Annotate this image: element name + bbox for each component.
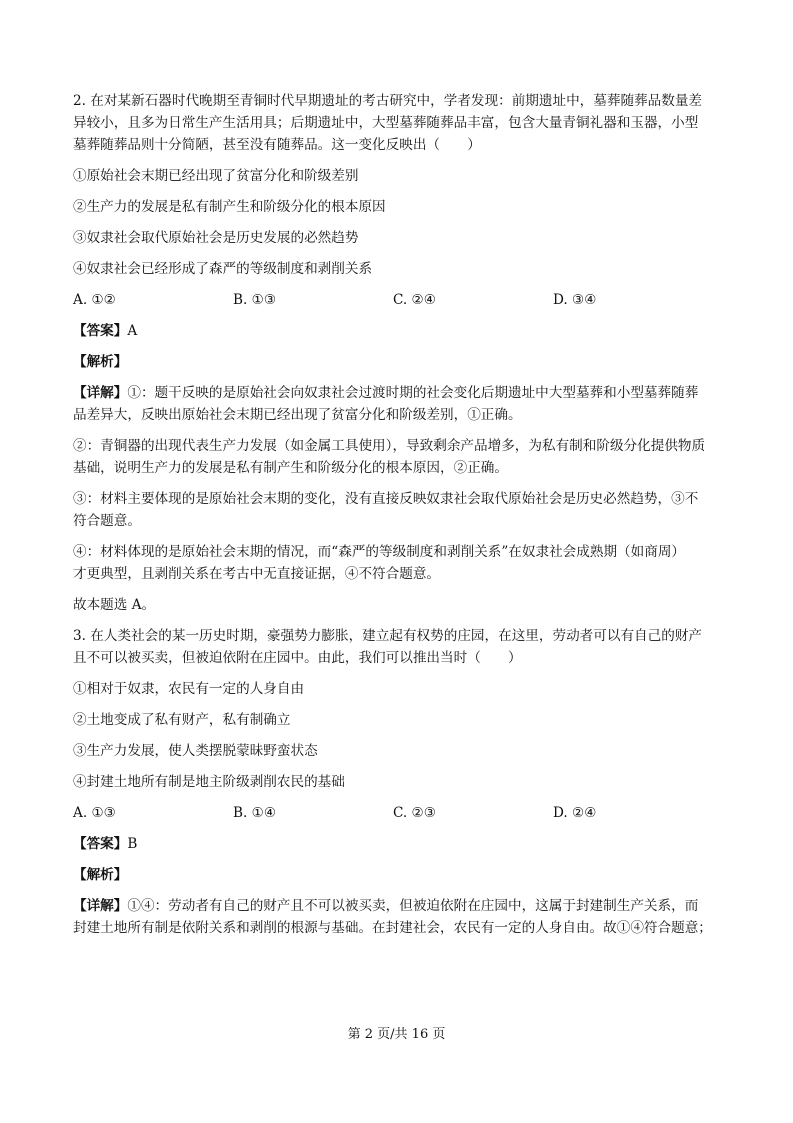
q3-options [73,802,723,824]
detail-label: 【详解】 [73,898,128,914]
q2-option-b: B. ①③ [233,292,277,308]
analysis-label: 【解析】 [73,354,128,370]
page-footer: 第 2 页/共 16 页 [347,1027,446,1042]
answer-label: 【答案】 [73,323,128,339]
q3-item-3: ③生产力发展，使人类摆脱蒙昧野蛮状态 [73,743,318,759]
q3-item-2: ②土地变成了私有财产，私有制确立 [73,712,291,728]
q2-item-2: ②生产力的发展是私有制产生和阶级分化的根本原因 [73,199,386,215]
q2-item-3: ③奴隶社会取代原始社会是历史发展的必然趋势 [73,230,359,246]
q2-analysis-label [73,351,723,373]
q2-detail-line: ④：材料体现的是原始社会末期的情况，而“森严的等级制度和剥削关系”在奴隶社会成熟期（如商周） [73,544,686,560]
document-body [73,90,723,948]
q3-detail-line [73,895,723,917]
q2-option-c: C. ②④ [393,292,436,308]
q2-stem-line: 2. 在对某新石器时代晚期至青铜时代早期遗址的考古研究中，学者发现：前期遗址中，墓葬随葬品数量差 [73,93,703,109]
detail-label: 【详解】 [73,385,128,401]
q2-detail-line: ②：青铜器的出现代表生产力发展（如金属工具使用），导致剩余产品增多，为私有制和阶级分化提供物质 [73,438,706,454]
q3-option-c: C. ②③ [393,805,436,821]
q2-conclusion: 故本题选 A。 [73,597,156,613]
q3-option-b: B. ①④ [233,805,277,821]
q3-stem-line: 3. 在人类社会的某一历史时期，豪强势力膨胀，建立起有权势的庄园，在这里，劳动者可以有自己的财产 [73,628,703,644]
q2-item-1: ①原始社会末期已经出现了贫富分化和阶级差别 [73,168,359,184]
q2-detail-line: 基础，说明生产力的发展是私有制产生和阶级分化的根本原因，②正确。 [73,460,508,476]
q2-item-4: ④奴隶社会已经形成了森严的等级制度和剥削关系 [73,261,373,277]
q3-option-d: D. ②④ [553,805,597,821]
answer-value: A [127,323,138,339]
q3-item-4: ④封建土地所有制是地主阶级剥削农民的基础 [73,774,345,790]
q2-stem-line: 异较小，且多为日常生产生活用具；后期遗址中，大型墓葬随葬品丰富，包含大量青铜礼器和玉器，小型 [73,115,699,131]
q2-option-a: A. ①② [73,292,116,308]
detail-text: ①④：劳动者有自己的财产且不可以被买卖，但被迫依附在庄园中，这属于封建制生产关系，而 [127,898,699,914]
q3-item-1: ①相对于奴隶，农民有一定的人身自由 [73,681,305,697]
detail-text: ①：题干反映的是原始社会向奴隶社会过渡时期的社会变化后期遗址中大型墓葬和小型墓葬随葬 [127,385,699,401]
q3-answer [73,833,723,855]
q3-option-a: A. ①③ [73,805,116,821]
q2-detail-line [73,382,723,404]
answer-label: 【答案】 [73,836,128,852]
q3-detail-line: 封建土地所有制是依附关系和剥削的根源与基础。在封建社会，农民有一定的人身自由。故①④符合题意； [73,920,712,936]
q2-options [73,289,723,311]
q2-answer [73,320,723,342]
q2-detail-line: 符合题意。 [73,513,141,529]
q2-stem-line: 墓葬随葬品则十分简陋，甚至没有随葬品。这一变化反映出（ ） [73,137,481,153]
q2-detail-line: 才更典型，且剥削关系在考古中无直接证据，④不符合题意。 [73,566,441,582]
q2-detail-line: ③：材料主要体现的是原始社会末期的变化，没有直接反映奴隶社会取代原始社会是历史必然趋势，③不 [73,491,699,507]
q3-analysis-label [73,864,723,886]
q3-stem-line: 且不可以被买卖，但被迫依附在庄园中。由此，我们可以推出当时（ ） [73,650,522,666]
q2-option-d: D. ③④ [553,292,597,308]
analysis-label: 【解析】 [73,867,128,883]
q2-detail-line: 品差异大，反映出原始社会末期已经出现了贫富分化和阶级差别，①正确。 [73,407,522,423]
answer-value: B [127,836,138,852]
